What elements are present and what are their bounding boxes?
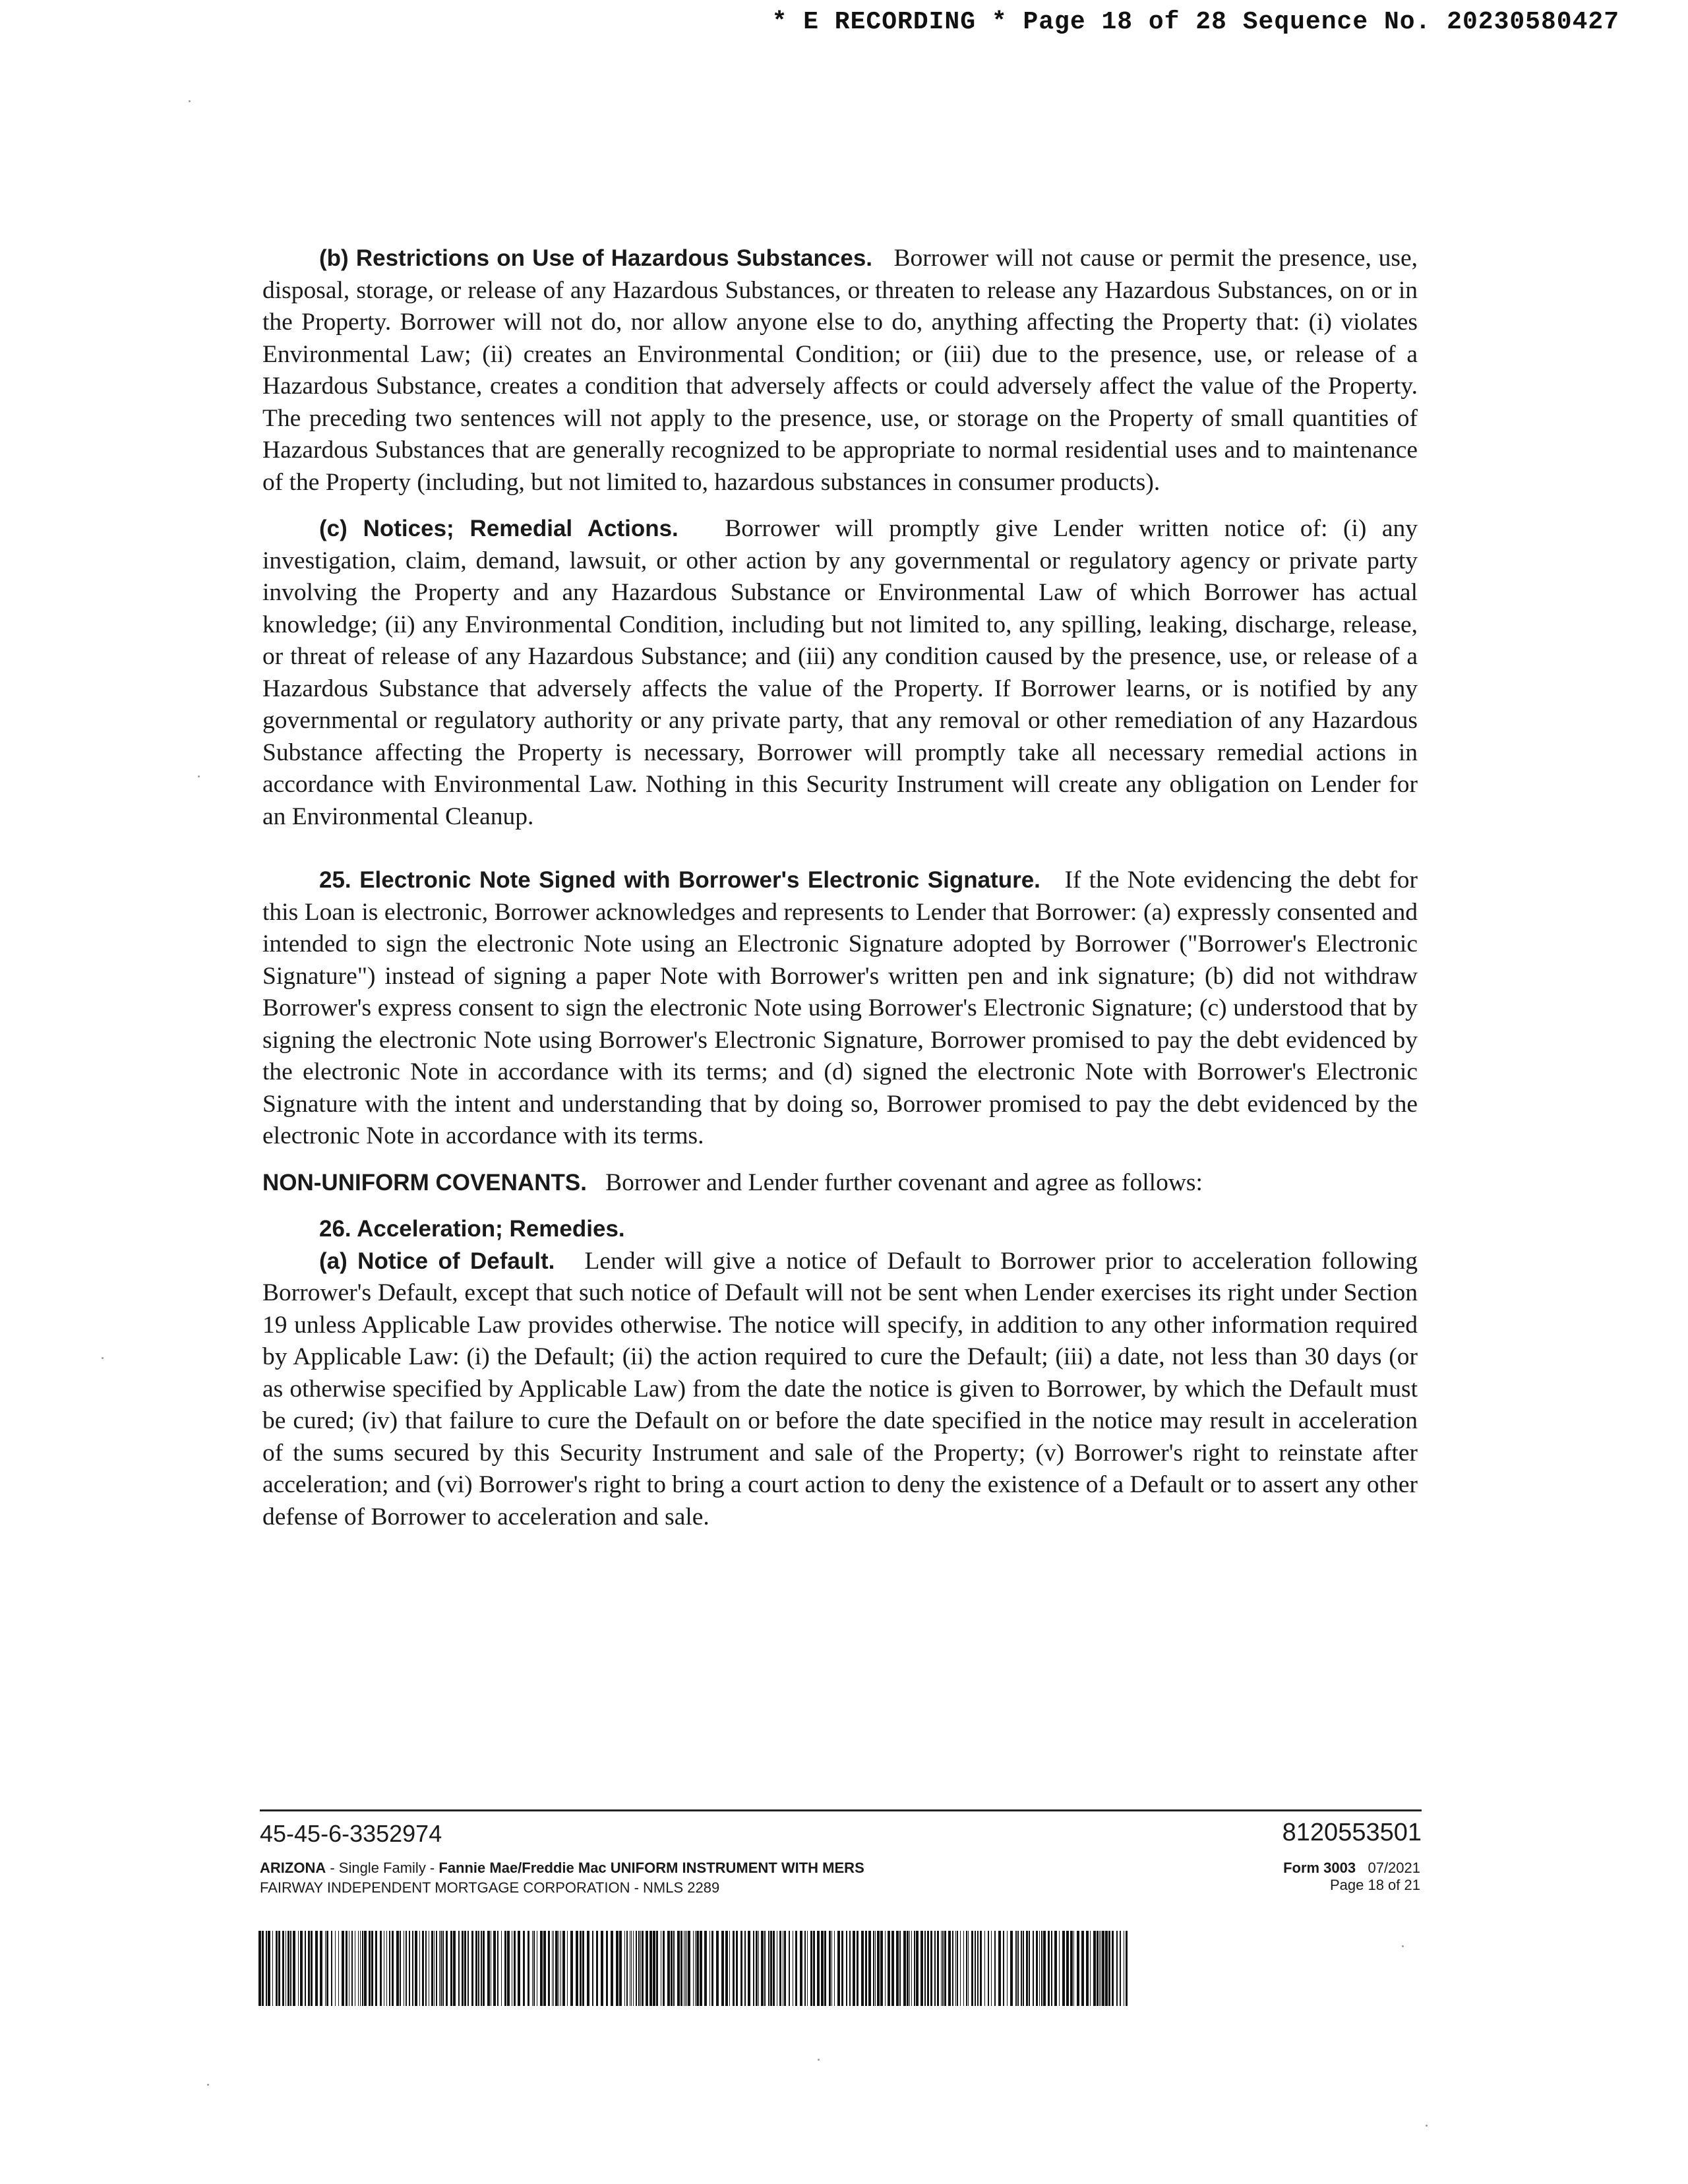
barcode-bar: [1007, 1931, 1008, 2006]
barcode-bar: [941, 1931, 942, 2006]
barcode-bar: [696, 1931, 699, 2006]
barcode-bar: [1066, 1931, 1069, 2006]
barcode-bar: [415, 1931, 417, 2006]
barcode-bar: [680, 1931, 682, 2006]
section-26-heading-line: [262, 1213, 1418, 1246]
barcode-bar: [824, 1931, 826, 2006]
barcode-bar: [562, 1931, 565, 2006]
barcode-bar: [606, 1931, 608, 2006]
barcode-bar: [611, 1931, 613, 2006]
barcode-bar: [920, 1931, 923, 2006]
barcode-bar: [693, 1931, 694, 2006]
barcode-bar: [980, 1931, 982, 2006]
section-b-paragraph: [262, 243, 1418, 499]
barcode-bar: [716, 1931, 719, 2006]
section-25-heading: 25. Electronic Note Signed with Borrower's Electronic Signature.: [319, 867, 1040, 893]
barcode-bar: [944, 1931, 946, 2006]
barcode-bar: [773, 1931, 775, 2006]
section-25-paragraph: [262, 864, 1418, 1153]
barcode-bar: [1015, 1931, 1017, 2006]
section-c-text: Borrower will promptly give Lender written notice of: (i) any investigation, claim, demand, lawsuit, or other action by any governmental or regulatory agency or private party involving the Property and any Hazardous Substance or Environmental Law of which Borrower has actual knowledge; (ii) any Environmental Condition, including but not limited to, any spilling, leaking, discharge, release, or threat of release of any Hazardous Substance; and (iii) any condition caused by the presence, use, or release of a Hazardous Substance that adversely affects the value of the Property. If Borrower learns, or is notified by any governmental or regulatory authority or any private party, that any removal or other remediation of any Hazardous Substance affecting the Property is necessary, Borrower will promptly take all necessary remedial actions in accordance with Environmental Law. Nothing in this Security Instrument will create any obligation on Lender for an Environmental Cleanup.: [262, 515, 1418, 830]
barcode-bar: [849, 1931, 851, 2006]
barcode-bar: [290, 1931, 291, 2006]
document-body: [262, 243, 1418, 1533]
scan-speck: [189, 100, 191, 102]
barcode-bar: [587, 1931, 589, 2006]
barcode-bar: [601, 1931, 603, 2006]
barcode-bar: [988, 1931, 989, 2006]
barcode-bar: [497, 1931, 498, 2006]
footer-divider: [260, 1809, 1422, 1811]
barcode-bar: [315, 1931, 318, 2006]
barcode-bar: [807, 1931, 808, 2006]
barcode-bar: [1116, 1931, 1118, 2006]
footer-instrument-prefix: - Single Family -: [326, 1860, 439, 1876]
barcode-bar: [616, 1931, 618, 2006]
barcode-bar: [1099, 1931, 1100, 2006]
barcode-bar: [977, 1931, 979, 2006]
barcode-bar: [406, 1931, 407, 2006]
barcode-bar: [937, 1931, 939, 2006]
barcode-bar: [1062, 1931, 1065, 2006]
barcode-bar: [362, 1931, 363, 2006]
barcode-bar: [543, 1931, 546, 2006]
barcode-bar: [968, 1931, 969, 2006]
barcode-bar: [389, 1931, 390, 2006]
barcode-bar: [1029, 1931, 1030, 2006]
barcode-bar: [1108, 1931, 1110, 2006]
barcode-bar: [779, 1931, 781, 2006]
barcode-bar: [453, 1931, 456, 2006]
barcode-bar: [386, 1931, 387, 2006]
non-uniform-covenants-paragraph: [262, 1167, 1418, 1199]
barcode-bar: [673, 1931, 675, 2006]
barcode-bar: [442, 1931, 444, 2006]
barcode-bar: [1105, 1931, 1108, 2006]
barcode-bar: [875, 1931, 876, 2006]
barcode-bar: [911, 1931, 912, 2006]
barcode-bar: [916, 1931, 919, 2006]
barcode-bar: [646, 1931, 648, 2006]
barcode-bar: [320, 1931, 322, 2006]
barcode-bar: [1043, 1931, 1046, 2006]
barcode-bar: [481, 1931, 482, 2006]
barcode-bar: [419, 1931, 420, 2006]
barcode-bar: [924, 1931, 926, 2006]
barcode-bar: [501, 1931, 502, 2006]
barcode-bar: [1102, 1931, 1104, 2006]
footer-instrument-desc: Fannie Mae/Freddie Mac UNIFORM INSTRUMENT WITH MERS: [438, 1860, 864, 1876]
footer-loan-id: 45-45-6-3352974: [260, 1820, 442, 1847]
barcode-bar: [1073, 1931, 1074, 2006]
barcode-bar: [907, 1931, 909, 2006]
barcode-bar: [663, 1931, 665, 2006]
barcode-bar: [369, 1931, 371, 2006]
barcode-bar: [877, 1931, 880, 2006]
barcode-bar: [346, 1931, 347, 2006]
barcode-bar: [272, 1931, 273, 2006]
barcode-bar: [450, 1931, 452, 2006]
scan-speck: [207, 2084, 209, 2086]
barcode-bar: [287, 1931, 289, 2006]
barcode-bar: [464, 1931, 466, 2006]
barcode-bar: [725, 1931, 728, 2006]
footer-form-date: 07/2021: [1368, 1860, 1420, 1876]
barcode-bar: [360, 1931, 361, 2006]
barcode-bar: [326, 1931, 328, 2006]
barcode-bar: [462, 1931, 464, 2006]
barcode-bar: [619, 1931, 622, 2006]
barcode-bar: [857, 1931, 859, 2006]
barcode-bar: [528, 1931, 529, 2006]
footer-lender-line: FAIRWAY INDEPENDENT MORTGAGE CORPORATION - NMLS 2289: [260, 1879, 720, 1896]
barcode-bar: [567, 1931, 568, 2006]
barcode-bar: [817, 1931, 820, 2006]
recording-header: * E RECORDING * Page 18 of 28 Sequence No. 20230580427: [771, 8, 1619, 36]
barcode-bar: [764, 1931, 766, 2006]
barcode-bar: [1070, 1931, 1073, 2006]
barcode-bar: [305, 1931, 306, 2006]
barcode-bar: [688, 1931, 690, 2006]
barcode-bar: [504, 1931, 506, 2006]
barcode-bar: [439, 1931, 440, 2006]
barcode-bar: [948, 1931, 951, 2006]
barcode-bar: [626, 1931, 628, 2006]
barcode-bar: [1077, 1931, 1079, 2006]
non-uniform-covenants-heading: NON-UNIFORM COVENANTS.: [262, 1169, 587, 1196]
barcode-bar: [865, 1931, 867, 2006]
barcode-bar: [638, 1931, 640, 2006]
barcode-bar: [1054, 1931, 1057, 2006]
barcode-bar: [829, 1931, 831, 2006]
barcode-bar: [994, 1931, 996, 2006]
section-c-paragraph: [262, 513, 1418, 833]
scan-speck: [1402, 1945, 1404, 1947]
barcode-bar: [392, 1931, 394, 2006]
barcode-bar: [266, 1931, 267, 2006]
barcode-bar: [300, 1931, 303, 2006]
barcode-bar: [927, 1931, 929, 2006]
barcode-bar: [1086, 1931, 1089, 2006]
barcode-bar: [963, 1931, 964, 2006]
barcode-bar: [1048, 1931, 1050, 2006]
barcode-bar: [1081, 1931, 1084, 2006]
barcode-bar: [276, 1931, 278, 2006]
barcode-bar: [896, 1931, 899, 2006]
barcode-bar: [831, 1931, 832, 2006]
barcode-bar: [1036, 1931, 1038, 2006]
barcode-bar: [436, 1931, 437, 2006]
barcode-bar: [700, 1931, 702, 2006]
barcode-bar: [483, 1931, 485, 2006]
barcode-bar: [576, 1931, 578, 2006]
barcode-bar: [570, 1931, 573, 2006]
barcode-bar: [653, 1931, 655, 2006]
barcode-bar: [841, 1931, 843, 2006]
barcode-bar: [1090, 1931, 1091, 2006]
section-c-heading: (c) Notices; Remedial Actions.: [319, 516, 678, 541]
barcode-bar: [487, 1931, 490, 2006]
barcode-bar: [596, 1931, 598, 2006]
barcode-bar: [709, 1931, 710, 2006]
barcode-bar: [335, 1931, 336, 2006]
barcode-bar: [1041, 1931, 1042, 2006]
scan-speck: [102, 1357, 104, 1359]
barcode-bar: [704, 1931, 707, 2006]
barcode-bar: [371, 1931, 373, 2006]
barcode-bar: [434, 1931, 435, 2006]
barcode-bar: [853, 1931, 855, 2006]
footer-form-label: Form 3003: [1283, 1860, 1356, 1876]
barcode-bar: [810, 1931, 812, 2006]
barcode-bar: [640, 1931, 641, 2006]
barcode-bar: [293, 1931, 295, 2006]
barcode-bar: [422, 1931, 424, 2006]
barcode-bar: [540, 1931, 543, 2006]
barcode-bar: [971, 1931, 973, 2006]
barcode-bar: [412, 1931, 413, 2006]
footer-doc-number: 8120553501: [1282, 1819, 1422, 1846]
barcode-bar: [331, 1931, 332, 2006]
barcode-bar: [351, 1931, 353, 2006]
scan-speck: [198, 775, 200, 777]
barcode-bar: [580, 1931, 582, 2006]
barcode-bar: [960, 1931, 961, 2006]
barcode-bar: [1059, 1931, 1060, 2006]
barcode-bar: [396, 1931, 399, 2006]
barcode-bar: [1010, 1931, 1013, 2006]
barcode-bar: [642, 1931, 644, 2006]
barcode-bar: [493, 1931, 496, 2006]
barcode-bar: [1097, 1931, 1099, 2006]
barcode-bar: [873, 1931, 874, 2006]
section-26a-heading: (a) Notice of Default.: [319, 1248, 555, 1274]
barcode-bar: [686, 1931, 687, 2006]
barcode-bar: [756, 1931, 758, 2006]
barcode-bar: [440, 1931, 442, 2006]
barcode-bar: [467, 1931, 469, 2006]
barcode-bar: [1093, 1931, 1096, 2006]
barcode-bar: [633, 1931, 634, 2006]
barcode-bar: [695, 1931, 696, 2006]
section-26a-text: Lender will give a notice of Default to Borrower prior to acceleration following Borrower's Default, except that such notice of Default will not be sent when Lender exercises its right under Section 19 unless Applicable Law provides otherwise. The notice will specify, in addition to any other information required by Applicable Law: (i) the Default; (ii) the action required to cure the Default; (iii) a date, not less than 30 days (or as otherwise specified by Applicable Law) from the date the notice is given to Borrower, by which the Default must be cured; (iv) that failure to cure the Default on or before the date specified in the notice may result in acceleration of the sums secured by this Security Instrument and sale of the Property; (v) Borrower's right to reinstate after acceleration; and (vi) Borrower's right to bring a court action to deny the existence of a Default or to assert any other defense of Borrower to acceleration and sale.: [262, 1247, 1418, 1531]
footer-instrument-line: [260, 1860, 864, 1877]
barcode-bar: [636, 1931, 637, 2006]
barcode-bar: [868, 1931, 871, 2006]
section-b-text: Borrower will not cause or permit the presence, use, disposal, storage, or release of any Hazardous Substances, or threaten to release any Hazardous Substances, on or in the Property. Borrower will not do, nor allow anyone else to do, anything affecting the Property that: (i) violates Environmental Law; (ii) creates an Environmental Condition; or (iii) due to the presence, use, or release of a Hazardous Substance, creates a condition that adversely affects or could adversely affect the value of the Property. The preceding two sentences will not apply to the presence, use, or storage on the Property of small quantities of Hazardous Substances that are generally recognized to be appropriate to normal residential uses and to maintenance of the Property (including, but not limited to, hazardous substances in consumer products).: [262, 245, 1418, 496]
barcode-bar: [748, 1931, 750, 2006]
footer-page-label: Page 18 of 21: [1329, 1877, 1420, 1893]
barcode-bar: [308, 1931, 310, 2006]
barcode-bar: [813, 1931, 815, 2006]
barcode-bar: [837, 1931, 840, 2006]
barcode-bar: [1112, 1931, 1114, 2006]
scan-speck: [818, 2059, 820, 2061]
barcode-bar: [1051, 1931, 1052, 2006]
barcode-bar: [770, 1931, 772, 2006]
barcode-bar: [364, 1931, 367, 2006]
barcode-bar: [667, 1931, 670, 2006]
barcode-bar: [930, 1931, 932, 2006]
footer-state: ARIZONA: [260, 1860, 326, 1876]
barcode-bar: [861, 1931, 864, 2006]
barcode-bar: [553, 1931, 554, 2006]
non-uniform-covenants-text: Borrower and Lender further covenant and agree as follows:: [605, 1168, 1203, 1196]
barcode-bar: [966, 1931, 967, 2006]
barcode-bar: [880, 1931, 883, 2006]
section-26a-paragraph: [262, 1246, 1418, 1534]
barcode-bar: [677, 1931, 680, 2006]
barcode-bar: [800, 1931, 802, 2006]
barcode-bar: [532, 1931, 533, 2006]
barcode-bar: [558, 1931, 559, 2006]
barcode-bar: [984, 1931, 985, 2006]
barcode-bar: [582, 1931, 584, 2006]
barcode-bar: [471, 1931, 473, 2006]
barcode-bar: [425, 1931, 427, 2006]
barcode-bar: [1039, 1931, 1040, 2006]
barcode-bar: [262, 1931, 264, 2006]
barcode-bar: [753, 1931, 754, 2006]
barcode-bar: [914, 1931, 915, 2006]
barcode-bar: [478, 1931, 479, 2006]
barcode-bar: [380, 1931, 382, 2006]
barcode-bar: [821, 1931, 824, 2006]
barcode-bar: [268, 1931, 270, 2006]
barcode-bar: [957, 1931, 958, 2006]
barcode-bar: [671, 1931, 673, 2006]
barcode-bar: [311, 1931, 313, 2006]
barcode-bar: [758, 1931, 759, 2006]
barcode-bar: [1017, 1931, 1019, 2006]
barcode-bar: [733, 1931, 735, 2006]
barcode-bar: [736, 1931, 738, 2006]
scan-speck: [1426, 2125, 1428, 2127]
barcode-image: [258, 1931, 1128, 2006]
barcode-bar: [834, 1931, 835, 2006]
barcode-bar: [278, 1931, 280, 2006]
barcode-bar: [1120, 1931, 1121, 2006]
section-25-text: If the Note evidencing the debt for this Loan is electronic, Borrower acknowledges and represents to Lender that Borrower: (a) expressly consented and intended to sign the electronic Note using an Electronic Signature adopted by Borrower ("Borrower's Electronic Signature") instead of signing a paper Note with Borrower's written pen and ink signature; (b) did not withdraw Borrower's express consent to sign the electronic Note using Borrower's Electronic Signature; (c) understood that by signing the electronic Note using Borrower's Electronic Signature, Borrower promised to pay the debt evidenced by the electronic Note in accordance with its terms; and (d) signed the electronic Note with Borrower's Electronic Signature with the intent and understanding that by doing so, Borrower promised to pay the debt evidenced by the electronic Note in accordance with its terms.: [262, 866, 1418, 1149]
barcode-bar: [325, 1931, 326, 2006]
barcode-bar: [991, 1931, 992, 2006]
barcode-bar: [342, 1931, 344, 2006]
barcode-bar: [909, 1931, 910, 2006]
barcode-bar: [533, 1931, 535, 2006]
barcode-bar: [761, 1931, 764, 2006]
barcode-bar: [729, 1931, 730, 2006]
barcode-bar: [298, 1931, 299, 2006]
barcode-bar: [1023, 1931, 1024, 2006]
section-26-heading: 26. Acceleration; Remedies.: [319, 1216, 625, 1242]
barcode-bar: [649, 1931, 652, 2006]
barcode-bar: [1100, 1931, 1101, 2006]
barcode-bar: [458, 1931, 460, 2006]
barcode-bar: [338, 1931, 339, 2006]
barcode-bar: [282, 1931, 284, 2006]
barcode-bar: [952, 1931, 953, 2006]
barcode-bar: [631, 1931, 632, 2006]
barcode-bar: [592, 1931, 593, 2006]
barcode-bar: [514, 1931, 516, 2006]
barcode-bar: [560, 1931, 561, 2006]
barcode-bar: [1033, 1931, 1034, 2006]
barcode-bar: [804, 1931, 806, 2006]
barcode-bar: [795, 1931, 797, 2006]
barcode-bar: [711, 1931, 713, 2006]
barcode-bar: [1126, 1931, 1128, 2006]
footer-form-info: [1283, 1860, 1420, 1894]
barcode-bar: [555, 1931, 558, 2006]
barcode-bar: [1021, 1931, 1022, 2006]
barcode-bar: [685, 1931, 686, 2006]
barcode-bar: [942, 1931, 944, 2006]
barcode-bar: [1003, 1931, 1004, 2006]
barcode-bar: [846, 1931, 847, 2006]
barcode-bar: [768, 1931, 769, 2006]
barcode-bar: [903, 1931, 906, 2006]
barcode-bar: [998, 1931, 1001, 2006]
barcode-bar: [888, 1931, 890, 2006]
barcode-bar: [789, 1931, 790, 2006]
barcode-bar: [1026, 1931, 1028, 2006]
barcode-bar: [548, 1931, 550, 2006]
barcode-bar: [784, 1931, 786, 2006]
barcode-bar: [358, 1931, 359, 2006]
barcode-bar: [518, 1931, 520, 2006]
barcode-bar: [744, 1931, 746, 2006]
barcode-bar: [446, 1931, 448, 2006]
barcode-bar: [899, 1931, 901, 2006]
barcode-bar: [475, 1931, 477, 2006]
barcode-bar: [431, 1931, 433, 2006]
barcode-bar: [258, 1931, 261, 2006]
barcode-bar: [552, 1931, 553, 2006]
barcode-bar: [934, 1931, 936, 2006]
barcode-bar: [507, 1931, 510, 2006]
barcode-bar: [721, 1931, 724, 2006]
barcode-bar: [955, 1931, 956, 2006]
barcode-bar: [409, 1931, 410, 2006]
barcode-bar: [375, 1931, 377, 2006]
barcode-bar: [624, 1931, 625, 2006]
barcode-bar: [740, 1931, 742, 2006]
barcode-bar: [656, 1931, 658, 2006]
section-b-heading: (b) Restrictions on Use of Hazardous Substances.: [319, 245, 873, 271]
barcode-bar: [891, 1931, 894, 2006]
barcode-bar: [975, 1931, 976, 2006]
barcode-bar: [885, 1931, 886, 2006]
barcode-bar: [523, 1931, 525, 2006]
barcode-bar: [400, 1931, 401, 2006]
